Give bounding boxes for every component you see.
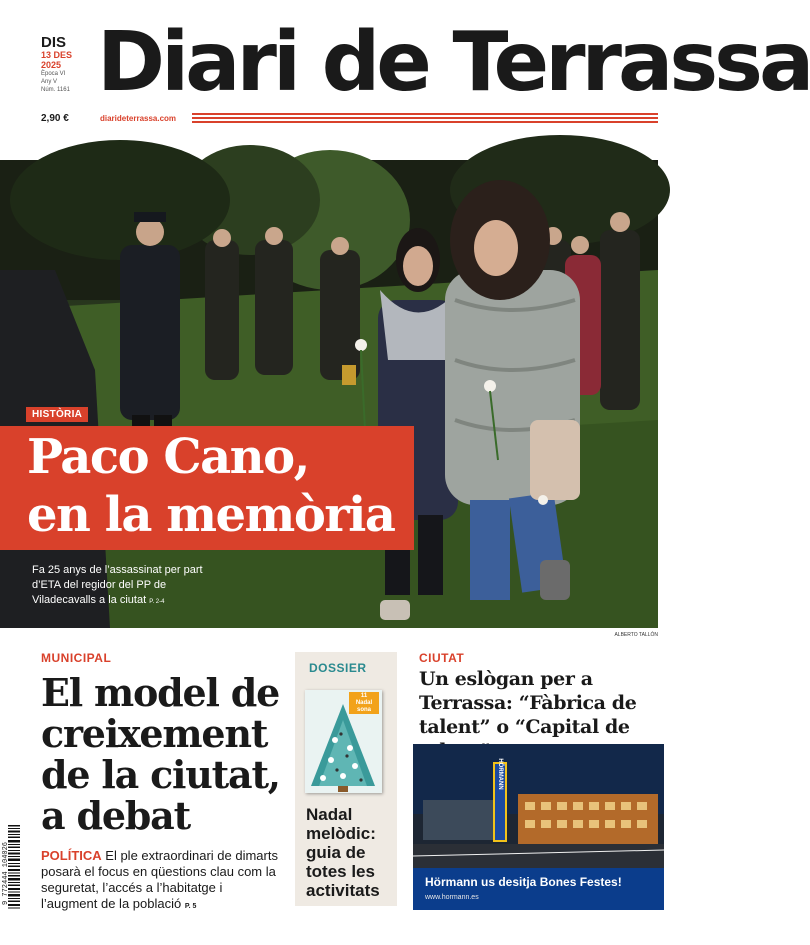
issue-epoca: Època VI bbox=[41, 71, 66, 77]
municipal-summary bbox=[41, 848, 281, 912]
date-block bbox=[41, 36, 91, 94]
issue-date: 13 DES bbox=[41, 50, 73, 60]
hero-kicker: HISTÒRIA bbox=[26, 407, 88, 422]
ad-brand-sign: HÖRMANN bbox=[497, 758, 503, 790]
issue-number: Núm. 1161 bbox=[41, 87, 70, 93]
issue-year: 2025 bbox=[41, 60, 62, 70]
hero-photo[interactable] bbox=[0, 160, 658, 628]
hero-photo-illustration bbox=[0, 160, 658, 628]
ciutat-headline-text: Un eslògan per a Terrassa: “Fàbrica de talent” o “Capital de bbox=[419, 668, 637, 738]
dossier-title[interactable]: Nadal melòdic: guia de totes les activitats bbox=[306, 805, 380, 900]
hero-page-ref: P. 2-4 bbox=[149, 599, 165, 605]
municipal-summary-text: El ple extraordinari de dimarts posarà el focus en qüestions clau com la seguretat, l’accés a l’habitatge i l’augment de la població bbox=[41, 848, 278, 911]
hero-headline[interactable] bbox=[27, 428, 394, 544]
municipal-page-ref: P. 5 bbox=[184, 903, 197, 910]
hormann-advertisement[interactable] bbox=[413, 744, 664, 910]
newspaper-logo[interactable]: Diari de Terrassa bbox=[97, 15, 810, 110]
politica-tag: POLÍTICA bbox=[41, 848, 102, 863]
dossier-cover-badge bbox=[349, 692, 379, 714]
section-ciutat: CIUTAT bbox=[419, 651, 465, 665]
ad-slogan: Hörmann us desitja Bones Festes! bbox=[425, 875, 622, 889]
dossier-cover-text: Nadal sona bbox=[355, 700, 373, 713]
issue-any: Any V bbox=[41, 79, 58, 85]
hero-headline-line-1: Paco Cano, bbox=[27, 429, 309, 485]
municipal-headline[interactable]: El model de creixement de la ciutat, a debat bbox=[41, 670, 280, 838]
ad-photo bbox=[413, 744, 664, 868]
dossier-label: DOSSIER bbox=[309, 661, 367, 675]
website-link[interactable]: diarideterrassa.com bbox=[100, 114, 177, 123]
hero-subtitle bbox=[32, 563, 232, 610]
ad-url[interactable]: www.hormann.es bbox=[425, 894, 479, 901]
section-municipal: MUNICIPAL bbox=[41, 651, 112, 665]
logo-stripes bbox=[192, 113, 658, 125]
barcode-number: 9 772444 104026 bbox=[2, 841, 10, 905]
hero-subtitle-text: Fa 25 anys de l’assassinat per part d’ETA del regidor del PP de Viladecavalls a la ciutat bbox=[32, 564, 203, 606]
hero-headline-line-2: en la memòria bbox=[27, 487, 395, 543]
issue-day: DIS bbox=[41, 34, 67, 51]
issue-price: 2,90 € bbox=[41, 113, 69, 124]
dossier-cover-number: 11 bbox=[360, 693, 368, 699]
photo-credit: ALBERTO TALLÓN bbox=[614, 632, 658, 638]
dossier-cover-image[interactable] bbox=[305, 690, 382, 793]
